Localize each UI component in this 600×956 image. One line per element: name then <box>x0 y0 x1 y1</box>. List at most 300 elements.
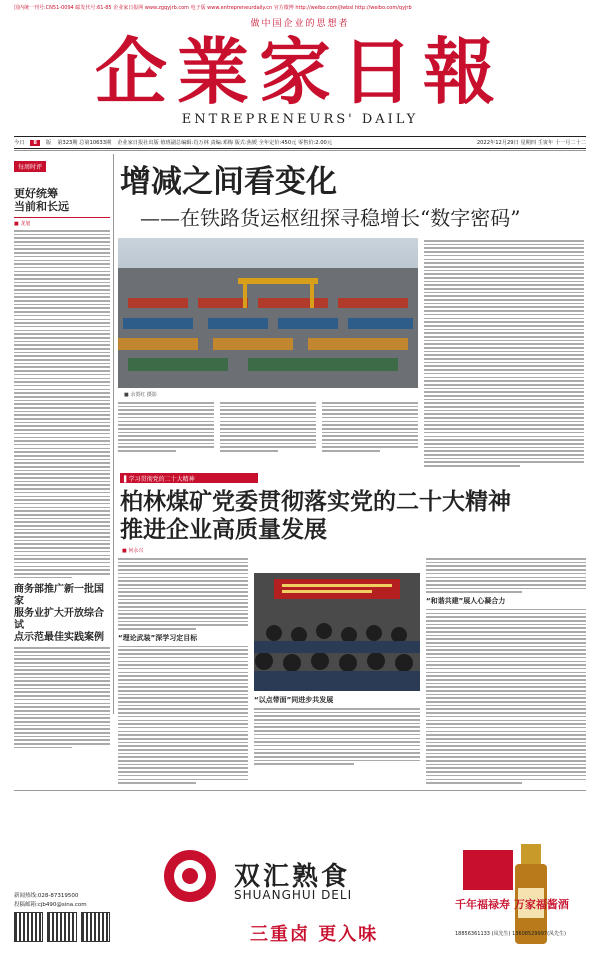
body-text-line <box>14 703 110 705</box>
body-text-line <box>118 727 248 729</box>
body-text-line <box>220 413 316 415</box>
body-text-line <box>220 443 316 445</box>
body-text-line <box>220 424 316 426</box>
body-text-line <box>14 743 110 745</box>
body-text-line <box>14 721 110 723</box>
body-text-line <box>14 307 110 309</box>
body-text-line <box>14 655 110 657</box>
body-text-line <box>14 267 110 269</box>
ad1-brand-cn: 双汇熟食 <box>234 862 351 892</box>
body-text-line <box>426 565 586 567</box>
body-text-line <box>14 429 110 431</box>
main-subheadline: ——在铁路货运枢纽探寻稳增长“数字密码” <box>140 206 521 230</box>
body-text-line <box>220 450 278 452</box>
body-text-line <box>322 424 418 426</box>
body-text-line <box>118 565 248 567</box>
news-headline-line: 点示范最佳实践案例 <box>14 632 104 644</box>
body-text-line <box>14 706 110 708</box>
body-text-line <box>14 248 110 250</box>
body-text-line <box>14 337 110 339</box>
commentary-body <box>14 230 110 578</box>
body-text-line <box>118 588 248 590</box>
body-text-line <box>118 617 248 619</box>
main-headline: 增减之间看变化 <box>120 164 337 200</box>
body-text-line <box>14 488 110 490</box>
body-text-line <box>424 399 584 401</box>
subhead-1: “理论武装”深学习定目标 <box>118 633 198 642</box>
body-text-line <box>14 389 110 391</box>
body-text-line <box>14 688 110 690</box>
body-text-line <box>118 668 248 670</box>
subhead-2: “以点带面”同进步共发展 <box>254 696 334 704</box>
body-text-line <box>14 396 110 398</box>
body-text-line <box>14 536 110 538</box>
body-text-line <box>424 259 584 261</box>
body-text-line <box>426 779 586 781</box>
commentary-byline: ■ 龙旭 <box>14 221 31 227</box>
body-text-line <box>14 296 110 298</box>
body-text-line <box>424 310 584 312</box>
body-text-line <box>426 616 586 618</box>
body-text-line <box>14 237 110 239</box>
body-text-line <box>426 588 586 590</box>
body-text-line <box>118 738 248 740</box>
body-text-line <box>14 230 110 232</box>
body-text-line <box>424 454 584 456</box>
commentary-rule <box>14 217 110 218</box>
body-text-line <box>14 322 110 324</box>
body-text-line <box>254 756 420 758</box>
body-text-line <box>322 413 418 415</box>
body-text-line <box>426 764 586 766</box>
body-text-line <box>424 424 584 426</box>
body-text-line <box>322 402 418 404</box>
news-headline <box>14 584 110 644</box>
body-text-line <box>14 282 110 284</box>
body-text-line <box>424 358 584 360</box>
body-text-line <box>14 462 110 464</box>
body-text-line <box>14 529 110 531</box>
body-text-line <box>118 591 248 593</box>
body-text-line <box>118 599 248 601</box>
body-text-line <box>424 365 584 367</box>
body-text-line <box>14 507 110 509</box>
body-text-line <box>426 708 586 710</box>
second-body-mid <box>254 695 420 767</box>
body-text-line <box>424 428 584 430</box>
body-text-line <box>254 712 420 714</box>
body-text-line <box>322 406 418 408</box>
body-text-line <box>14 348 110 350</box>
body-text-line <box>14 374 110 376</box>
body-text-line <box>118 694 248 696</box>
body-text-line <box>424 255 584 257</box>
body-text-line <box>14 285 110 287</box>
body-text-line <box>220 439 316 441</box>
email-label: 投稿邮箱: <box>14 902 38 908</box>
body-text-line <box>14 403 110 405</box>
body-text-line <box>322 443 418 445</box>
body-text-line <box>424 321 584 323</box>
body-text-line <box>14 510 110 512</box>
body-text-line <box>426 653 586 655</box>
body-text-line <box>322 432 418 434</box>
body-text-line <box>424 251 584 253</box>
body-text-line <box>14 459 110 461</box>
body-text-line <box>426 697 586 699</box>
main-story-body-bottom <box>118 400 418 454</box>
body-text-line <box>14 381 110 383</box>
body-text-line <box>118 450 176 452</box>
body-text-line <box>426 734 586 736</box>
second-body-right <box>426 556 586 786</box>
ad2-title: 千年福禄寿 万家福酱酒 <box>455 898 569 911</box>
body-text-line <box>254 708 420 710</box>
body-text-line <box>426 782 522 784</box>
body-text-line <box>118 569 248 571</box>
body-text-line <box>14 669 110 671</box>
body-text-line <box>424 329 584 331</box>
body-text-line <box>14 414 110 416</box>
body-text-line <box>14 418 110 420</box>
body-text-line <box>424 281 584 283</box>
body-text-line <box>14 562 110 564</box>
ad1-slogan: 三重卤 更入味 <box>250 924 379 945</box>
body-text-line <box>14 451 110 453</box>
body-text-line <box>14 234 110 236</box>
body-text-line <box>14 739 110 741</box>
body-text-line <box>118 708 248 710</box>
body-text-line <box>14 370 110 372</box>
body-text-line <box>424 244 584 246</box>
body-text-line <box>118 584 248 586</box>
rail-yard-image <box>118 238 418 388</box>
body-text-line <box>254 763 354 765</box>
body-text-line <box>220 417 316 419</box>
body-text-line <box>322 417 418 419</box>
body-text-line <box>14 455 110 457</box>
body-text-line <box>424 380 584 382</box>
news-body <box>14 647 110 748</box>
subhead-3: “和谐共建”展人心凝合力 <box>426 596 506 605</box>
body-text-line <box>14 274 110 276</box>
body-text-line <box>220 409 316 411</box>
body-text-line <box>254 760 420 762</box>
body-text-line <box>426 657 586 659</box>
body-text-line <box>118 406 214 408</box>
body-text-line <box>118 731 248 733</box>
body-text-line <box>14 525 110 527</box>
body-text-line <box>14 521 110 523</box>
page-count-badge: 8 <box>30 140 40 146</box>
commentary-headline <box>14 187 110 213</box>
body-text-line <box>322 446 418 448</box>
body-text-line <box>118 661 248 663</box>
body-text-line <box>14 330 110 332</box>
body-text-line <box>424 284 584 286</box>
body-text-line <box>118 649 248 651</box>
body-text-line <box>254 726 420 728</box>
body-text-line <box>426 591 522 593</box>
body-text-line <box>426 701 586 703</box>
body-text-line <box>118 745 248 747</box>
body-text-line <box>424 332 584 334</box>
body-text-line <box>118 428 214 430</box>
body-text-line <box>118 439 214 441</box>
body-text-line <box>14 293 110 295</box>
body-text-line <box>426 672 586 674</box>
body-text-line <box>14 300 110 302</box>
body-text-line <box>424 277 584 279</box>
body-text-line <box>14 514 110 516</box>
body-text-line <box>14 256 110 258</box>
body-text-line <box>14 569 110 571</box>
body-text-line <box>426 679 586 681</box>
body-text-line <box>426 767 586 769</box>
body-text-line <box>426 664 586 666</box>
body-text-line <box>424 377 584 379</box>
body-text-line <box>424 373 584 375</box>
body-text-line <box>14 326 110 328</box>
body-text-line <box>424 288 584 290</box>
body-text-line <box>118 664 248 666</box>
body-text-line <box>424 299 584 301</box>
body-text-line <box>426 580 586 582</box>
body-text-line <box>424 421 584 423</box>
slogan: 做中国企业的思想者 <box>250 19 350 29</box>
body-text-line <box>118 749 248 751</box>
body-text-line <box>14 252 110 254</box>
body-text-line <box>14 680 110 682</box>
body-text-line <box>426 738 586 740</box>
body-text-line <box>118 621 248 623</box>
body-text-line <box>14 437 110 439</box>
body-text-line <box>118 424 214 426</box>
second-byline: ■ 何永兴 <box>122 548 144 554</box>
body-text-line <box>424 417 584 419</box>
body-text-line <box>14 366 110 368</box>
meeting-image <box>254 573 420 691</box>
body-text-line <box>254 719 420 721</box>
hotline-label: 新闻热线: <box>14 893 38 899</box>
body-text-line <box>424 273 584 275</box>
body-text-line <box>424 362 584 364</box>
body-text-line <box>426 624 586 626</box>
body-text-line <box>14 673 110 675</box>
body-text-line <box>424 347 584 349</box>
body-text-line <box>118 697 248 699</box>
body-text-line <box>14 341 110 343</box>
body-text-line <box>118 720 248 722</box>
body-text-line <box>14 304 110 306</box>
body-text-line <box>14 691 110 693</box>
body-text-line <box>424 384 584 386</box>
body-text-line <box>254 715 420 717</box>
body-text-line <box>14 747 72 749</box>
body-text-line <box>426 723 586 725</box>
issue-number: 第323期 总第10633期 <box>57 140 112 146</box>
body-text-line <box>118 606 248 608</box>
body-text-line <box>426 569 586 571</box>
body-text-line <box>118 690 248 692</box>
body-text-line <box>14 355 110 357</box>
body-text-line <box>220 406 316 408</box>
body-text-line <box>426 573 586 575</box>
second-body-col1 <box>118 556 248 786</box>
body-text-line <box>322 450 380 452</box>
body-text-line <box>14 440 110 442</box>
body-text-line <box>118 716 248 718</box>
body-text-line <box>118 756 248 758</box>
body-text-line <box>14 666 110 668</box>
body-text-line <box>118 760 248 762</box>
body-text-line <box>14 263 110 265</box>
body-text-line <box>14 658 110 660</box>
header-divider <box>14 150 586 151</box>
body-text-line <box>14 651 110 653</box>
body-text-line <box>14 736 110 738</box>
body-text-line <box>14 484 110 486</box>
body-text-line <box>14 422 110 424</box>
top-info-strip: 国内统一刊号:CN51-0094 邮发代号:61-85 企业家日报网 www.zgqyjrb.com 电子版 www.entrepreneurdaily.cn 官方微博 http://weibo.com/jlwbsl http://weibo.com/qyjrb <box>14 5 412 11</box>
body-text-line <box>254 741 420 743</box>
body-text-line <box>220 435 316 437</box>
body-text-line <box>14 481 110 483</box>
body-text-line <box>14 260 110 262</box>
body-text-line <box>424 410 584 412</box>
body-text-line <box>118 628 196 630</box>
body-text-line <box>220 421 316 423</box>
body-text-line <box>424 343 584 345</box>
qr-code-icon <box>47 912 76 942</box>
body-text-line <box>426 690 586 692</box>
page-unit: 版 <box>46 140 52 146</box>
body-text-line <box>426 562 586 564</box>
body-text-line <box>14 352 110 354</box>
body-text-line <box>426 742 586 744</box>
body-text-line <box>118 421 214 423</box>
left-column <box>14 154 110 750</box>
body-text-line <box>14 278 110 280</box>
body-text-line <box>424 262 584 264</box>
body-text-line <box>426 771 586 773</box>
body-text-line <box>426 613 586 615</box>
body-text-line <box>220 402 316 404</box>
body-text-line <box>426 649 586 651</box>
body-text-line <box>118 413 214 415</box>
body-text-line <box>426 577 586 579</box>
body-text-line <box>426 686 586 688</box>
body-text-line <box>14 566 110 568</box>
body-text-line <box>118 712 248 714</box>
body-text-line <box>424 351 584 353</box>
body-text-line <box>426 638 586 640</box>
body-text-line <box>220 446 316 448</box>
body-text-line <box>118 402 214 404</box>
body-text-line <box>118 723 248 725</box>
body-text-line <box>424 388 584 390</box>
body-text-line <box>14 540 110 542</box>
body-text-line <box>426 635 586 637</box>
body-text-line <box>118 779 248 781</box>
shuanghui-ad <box>150 842 440 952</box>
body-text-line <box>220 428 316 430</box>
body-text-line <box>118 771 248 773</box>
body-text-line <box>118 443 214 445</box>
issue-date: 2022年12月29日 星期四 壬寅年 十一月二十二 <box>476 140 586 146</box>
body-text-line <box>424 458 584 460</box>
body-text-line <box>322 439 418 441</box>
body-text-line <box>426 584 586 586</box>
section-label: ▌学习贯彻党的二十大精神 <box>120 473 258 483</box>
body-text-line <box>14 311 110 313</box>
body-text-line <box>426 716 586 718</box>
body-text-line <box>424 406 584 408</box>
body-text-line <box>14 411 110 413</box>
body-text-line <box>322 409 418 411</box>
meeting-photo <box>254 573 420 691</box>
body-text-line <box>424 461 584 463</box>
body-text-line <box>426 760 586 762</box>
body-text-line <box>118 646 248 648</box>
body-text-line <box>14 543 110 545</box>
body-text-line <box>118 782 196 784</box>
body-text-line <box>426 558 586 560</box>
body-text-line <box>424 318 584 320</box>
body-text-line <box>118 679 248 681</box>
commentary-headline-line: 更好统筹 <box>14 187 58 200</box>
body-text-line <box>118 624 248 626</box>
body-text-line <box>14 315 110 317</box>
body-text-line <box>118 686 248 688</box>
body-text-line <box>424 336 584 338</box>
body-text-line <box>14 677 110 679</box>
body-text-line <box>14 470 110 472</box>
body-text-line <box>118 602 248 604</box>
body-text-line <box>424 303 584 305</box>
body-text-line <box>118 672 248 674</box>
commentary-headline-line: 当前和长远 <box>14 200 69 213</box>
body-text-line <box>322 421 418 423</box>
body-text-line <box>118 764 248 766</box>
body-text-line <box>118 675 248 677</box>
body-text-line <box>14 245 110 247</box>
body-text-line <box>426 712 586 714</box>
ad1-brand-en: SHUANGHUI DELI <box>234 888 353 902</box>
body-text-line <box>424 314 584 316</box>
body-text-line <box>14 532 110 534</box>
body-text-line <box>426 683 586 685</box>
body-text-line <box>118 734 248 736</box>
news-headline-line: 服务业扩大开放综合试 <box>14 608 104 632</box>
body-text-line <box>118 742 248 744</box>
body-text-line <box>424 439 584 441</box>
body-text-line <box>426 646 586 648</box>
hotline-number: 028-87319500 <box>37 893 79 899</box>
body-text-line <box>14 400 110 402</box>
body-text-line <box>424 450 584 452</box>
body-text-line <box>118 653 248 655</box>
body-text-line <box>254 723 420 725</box>
body-text-line <box>14 385 110 387</box>
column-divider <box>113 154 114 714</box>
body-text-line <box>426 745 586 747</box>
qr-code-icon <box>14 912 43 942</box>
body-text-line <box>118 577 248 579</box>
body-text-line <box>118 446 214 448</box>
second-headline-line: 推进企业高质量发展 <box>120 516 327 543</box>
masthead-title: 企業家日報 <box>94 29 505 114</box>
